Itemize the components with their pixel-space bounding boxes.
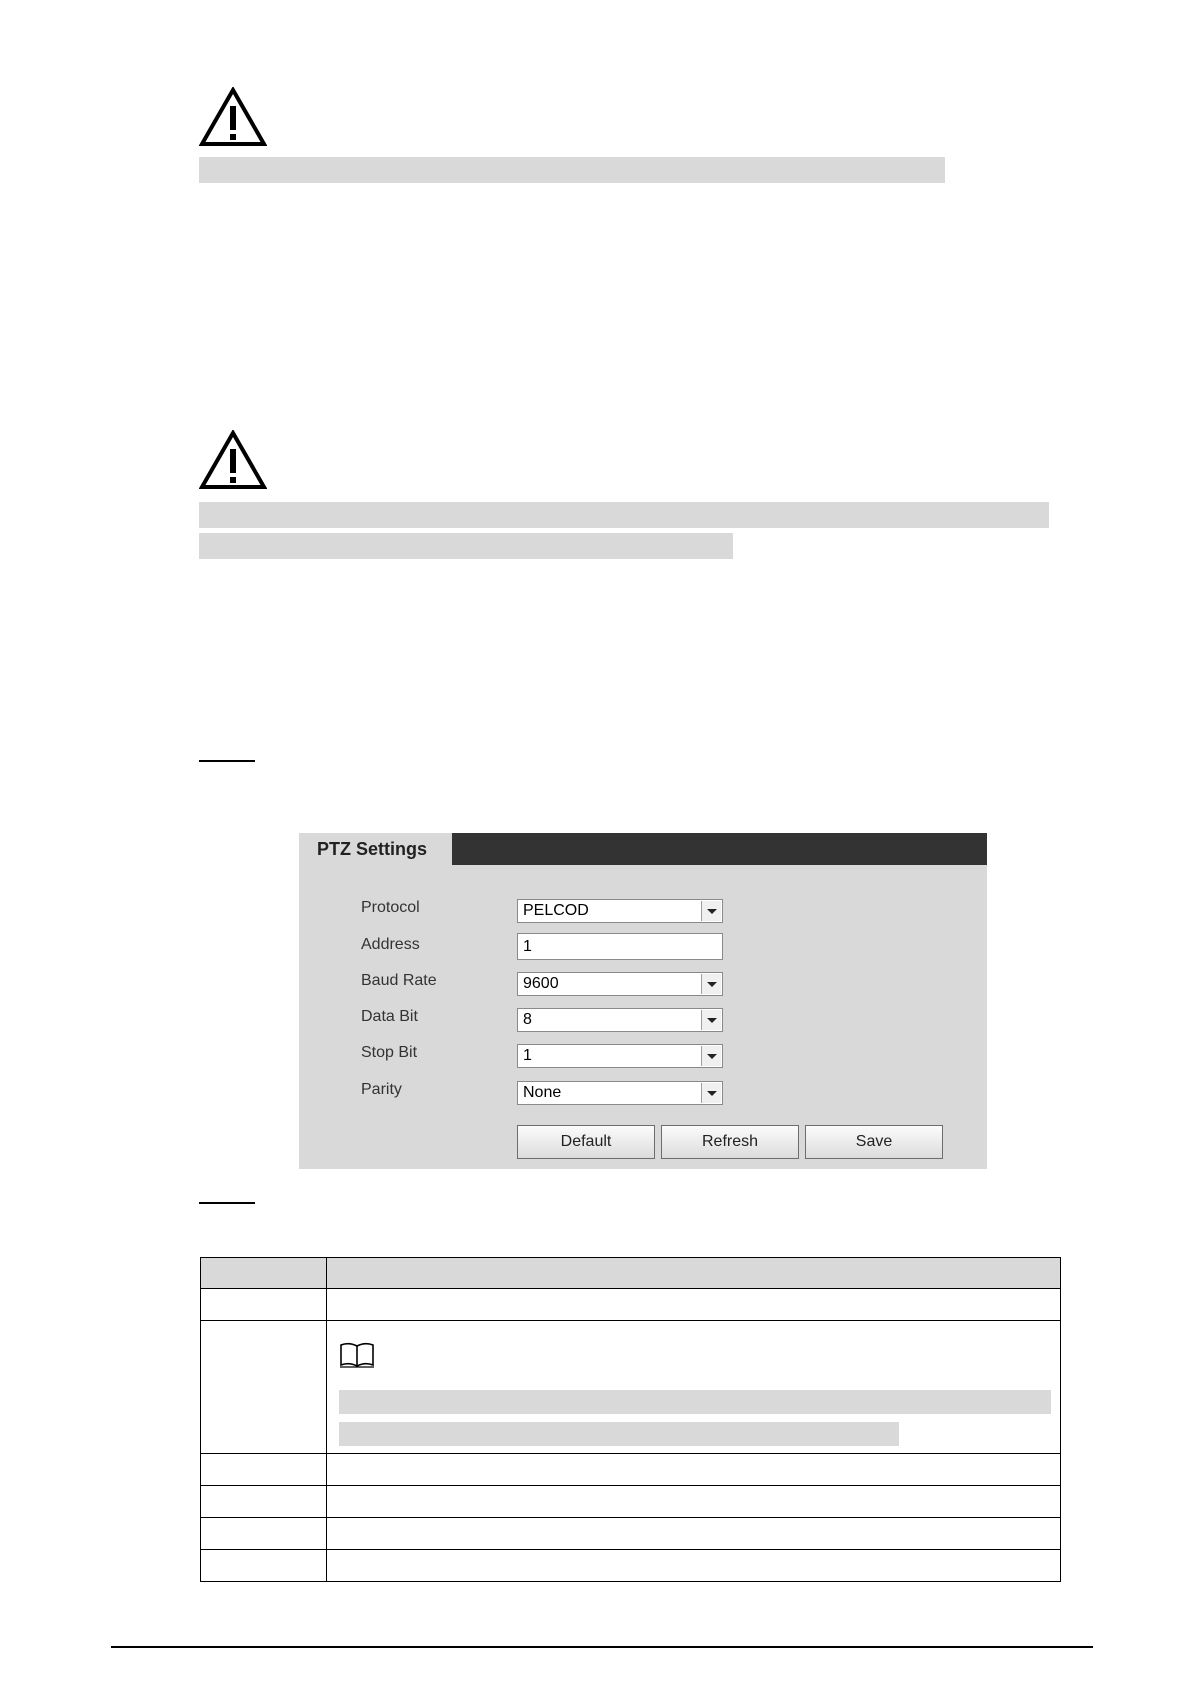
table-cell [327, 1518, 1061, 1550]
stop-bit-label: Stop Bit [361, 1044, 418, 1061]
table-cell [201, 1454, 327, 1486]
warning-triangle-icon [199, 87, 267, 147]
table-cell [201, 1289, 327, 1321]
footer-rule [111, 1646, 1093, 1648]
step-marker [199, 1202, 255, 1204]
baud-rate-select[interactable] [517, 972, 723, 996]
data-bit-select[interactable] [517, 1008, 723, 1032]
chevron-down-icon[interactable] [701, 974, 721, 994]
redacted-warning-text [199, 157, 945, 183]
table-cell [201, 1518, 327, 1550]
baud-rate-label: Baud Rate [361, 972, 437, 989]
address-label: Address [361, 936, 420, 953]
table-header-cell [327, 1258, 1061, 1289]
table-header-row [201, 1258, 1061, 1289]
default-button[interactable]: Default [517, 1125, 655, 1159]
redacted-warning-text [199, 533, 733, 559]
protocol-label: Protocol [361, 899, 420, 916]
ptz-settings-panel [299, 833, 987, 1169]
table-row [201, 1321, 1061, 1454]
data-bit-value: 8 [523, 1011, 532, 1028]
data-bit-label: Data Bit [361, 1008, 418, 1025]
redacted-note-text [339, 1390, 1051, 1414]
parameter-table [200, 1257, 1061, 1582]
protocol-value: PELCOD [523, 902, 589, 919]
open-book-icon [339, 1341, 375, 1369]
table-row [201, 1289, 1061, 1321]
warning-triangle-icon [199, 430, 267, 490]
table-cell [327, 1486, 1061, 1518]
table-cell [201, 1321, 327, 1454]
table-cell [327, 1550, 1061, 1582]
table-cell [201, 1550, 327, 1582]
chevron-down-icon[interactable] [701, 1083, 721, 1103]
tab-ptz-settings[interactable]: PTZ Settings [299, 833, 452, 865]
refresh-button[interactable]: Refresh [661, 1125, 799, 1159]
save-button[interactable]: Save [805, 1125, 943, 1159]
table-row [201, 1454, 1061, 1486]
table-cell [201, 1486, 327, 1518]
parity-value: None [523, 1084, 562, 1101]
chevron-down-icon[interactable] [701, 901, 721, 921]
table-row [201, 1486, 1061, 1518]
step-marker [199, 760, 255, 762]
stop-bit-value: 1 [523, 1047, 532, 1064]
address-input[interactable] [517, 933, 723, 960]
chevron-down-icon[interactable] [701, 1046, 721, 1066]
table-cell [327, 1321, 1061, 1454]
baud-rate-value: 9600 [523, 975, 559, 992]
parity-select[interactable] [517, 1081, 723, 1105]
redacted-warning-text [199, 502, 1049, 528]
parity-label: Parity [361, 1081, 402, 1098]
table-row [201, 1550, 1061, 1582]
address-value: 1 [523, 938, 532, 955]
table-cell [327, 1289, 1061, 1321]
stop-bit-select[interactable] [517, 1044, 723, 1068]
protocol-select[interactable] [517, 899, 723, 923]
table-row [201, 1518, 1061, 1550]
table-cell [327, 1454, 1061, 1486]
chevron-down-icon[interactable] [701, 1010, 721, 1030]
redacted-note-text [339, 1422, 899, 1446]
table-header-cell [201, 1258, 327, 1289]
